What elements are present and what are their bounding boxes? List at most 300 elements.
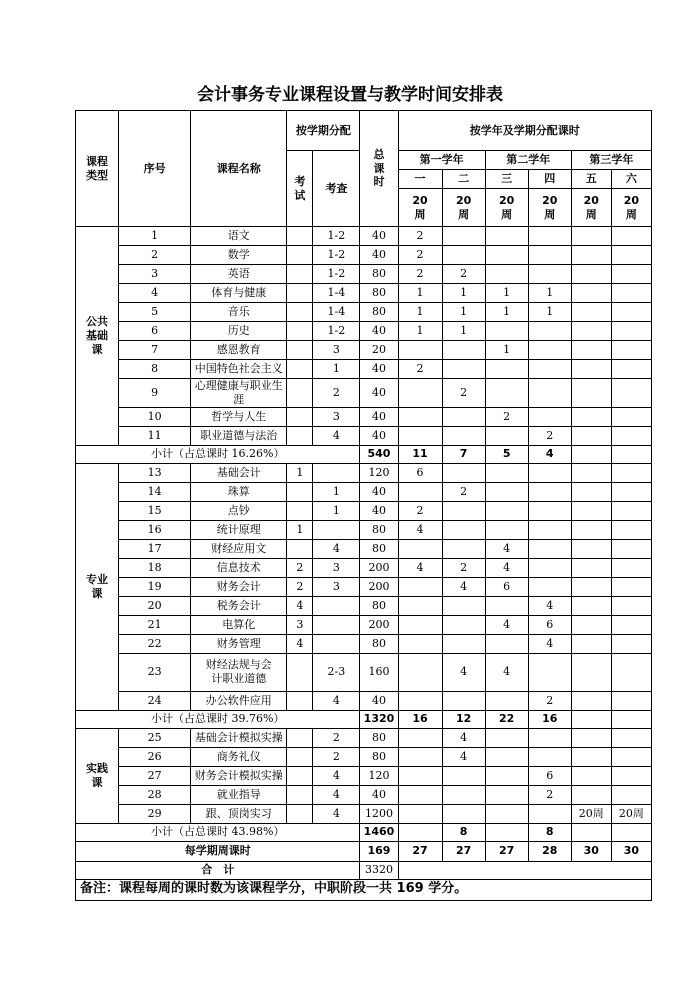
course-no: 9 bbox=[119, 379, 191, 408]
subtotal-term-1 bbox=[398, 823, 442, 841]
term-3-hours bbox=[485, 520, 528, 539]
course-no: 20 bbox=[119, 596, 191, 615]
table-row bbox=[76, 360, 652, 379]
course-check: 2-3 bbox=[313, 653, 360, 691]
course-total: 40 bbox=[360, 426, 398, 445]
course-total: 120 bbox=[360, 463, 398, 482]
subtotal-total: 540 bbox=[360, 445, 398, 463]
term-4-hours bbox=[528, 747, 571, 766]
course-exam bbox=[287, 482, 313, 501]
remark-note: 备注：课程每周的课时数为该课程学分，中职阶段一共 169 学分。 bbox=[76, 879, 652, 900]
header-course-name: 课程名称 bbox=[191, 111, 287, 227]
term-1-hours bbox=[398, 785, 442, 804]
table-row bbox=[76, 265, 652, 284]
term-2-hours: 1 bbox=[442, 303, 485, 322]
course-check: 1 bbox=[313, 360, 360, 379]
table-row bbox=[76, 379, 652, 408]
weekly-term-5: 30 bbox=[571, 841, 611, 861]
grand-total-label: 合 计 bbox=[76, 861, 360, 879]
course-exam: 2 bbox=[287, 558, 313, 577]
course-total: 1200 bbox=[360, 804, 398, 823]
course-check bbox=[313, 463, 360, 482]
page-title: 会计事务专业课程设置与教学时间安排表 bbox=[197, 85, 503, 105]
header-term-2: 二 bbox=[442, 170, 485, 189]
term-6-hours bbox=[611, 463, 651, 482]
term-2-hours: 2 bbox=[442, 379, 485, 408]
course-no: 29 bbox=[119, 804, 191, 823]
term-3-hours bbox=[485, 501, 528, 520]
table-row bbox=[76, 785, 652, 804]
term-5-hours bbox=[571, 360, 611, 379]
course-name: 财经应用文 bbox=[191, 539, 287, 558]
term-6-hours bbox=[611, 615, 651, 634]
term-4-hours bbox=[528, 501, 571, 520]
term-1-hours: 2 bbox=[398, 246, 442, 265]
course-name: 基础会计模拟实操 bbox=[191, 728, 287, 747]
header-weeks-6: 20周 bbox=[611, 189, 651, 227]
subtotal-term-2: 8 bbox=[442, 823, 485, 841]
term-2-hours bbox=[442, 520, 485, 539]
subtotal-term-1: 16 bbox=[398, 710, 442, 728]
term-2-hours bbox=[442, 426, 485, 445]
grand-total-row bbox=[76, 861, 652, 879]
course-name: 体育与健康 bbox=[191, 284, 287, 303]
term-5-hours bbox=[571, 520, 611, 539]
course-exam bbox=[287, 501, 313, 520]
term-1-hours bbox=[398, 747, 442, 766]
term-5-hours bbox=[571, 634, 611, 653]
course-check: 3 bbox=[313, 407, 360, 426]
header-seq: 序号 bbox=[119, 111, 191, 227]
term-3-hours: 1 bbox=[485, 284, 528, 303]
term-2-hours: 4 bbox=[442, 728, 485, 747]
term-6-hours bbox=[611, 653, 651, 691]
course-name: 信息技术 bbox=[191, 558, 287, 577]
term-5-hours bbox=[571, 596, 611, 615]
term-1-hours bbox=[398, 766, 442, 785]
term-1-hours: 2 bbox=[398, 227, 442, 246]
course-total: 80 bbox=[360, 265, 398, 284]
term-5-hours bbox=[571, 766, 611, 785]
grand-total-blank bbox=[398, 861, 651, 879]
course-check: 4 bbox=[313, 766, 360, 785]
course-exam bbox=[287, 539, 313, 558]
note-row bbox=[76, 879, 652, 900]
term-4-hours bbox=[528, 322, 571, 341]
term-5-hours bbox=[571, 341, 611, 360]
term-6-hours bbox=[611, 360, 651, 379]
course-total: 40 bbox=[360, 322, 398, 341]
course-name: 商务礼仪 bbox=[191, 747, 287, 766]
term-6-hours bbox=[611, 501, 651, 520]
header-term-1: 一 bbox=[398, 170, 442, 189]
term-5-hours bbox=[571, 558, 611, 577]
term-5-hours bbox=[571, 577, 611, 596]
course-name: 税务会计 bbox=[191, 596, 287, 615]
subtotal-term-5 bbox=[571, 445, 611, 463]
course-name: 心理健康与职业生涯 bbox=[191, 379, 287, 408]
term-5-hours bbox=[571, 615, 611, 634]
course-total: 40 bbox=[360, 246, 398, 265]
course-exam bbox=[287, 284, 313, 303]
course-name: 职业道德与法治 bbox=[191, 426, 287, 445]
term-1-hours: 4 bbox=[398, 520, 442, 539]
course-check: 1-4 bbox=[313, 284, 360, 303]
term-4-hours bbox=[528, 407, 571, 426]
term-3-hours bbox=[485, 426, 528, 445]
term-3-hours: 4 bbox=[485, 615, 528, 634]
term-1-hours bbox=[398, 341, 442, 360]
course-exam bbox=[287, 766, 313, 785]
header-weeks-2: 20周 bbox=[442, 189, 485, 227]
category-label: 实践课 bbox=[76, 728, 119, 823]
header-year-2: 第二学年 bbox=[485, 151, 571, 170]
term-1-hours bbox=[398, 615, 442, 634]
table-row bbox=[76, 691, 652, 710]
term-1-hours: 6 bbox=[398, 463, 442, 482]
course-exam: 3 bbox=[287, 615, 313, 634]
term-2-hours: 1 bbox=[442, 322, 485, 341]
course-name: 财务会计 bbox=[191, 577, 287, 596]
term-2-hours: 2 bbox=[442, 265, 485, 284]
term-2-hours bbox=[442, 766, 485, 785]
term-3-hours bbox=[485, 463, 528, 482]
term-4-hours bbox=[528, 804, 571, 823]
course-name: 电算化 bbox=[191, 615, 287, 634]
term-2-hours: 2 bbox=[442, 482, 485, 501]
course-exam: 1 bbox=[287, 520, 313, 539]
term-5-hours bbox=[571, 265, 611, 284]
course-total: 80 bbox=[360, 539, 398, 558]
term-1-hours: 1 bbox=[398, 322, 442, 341]
course-name: 基础会计 bbox=[191, 463, 287, 482]
subtotal-row bbox=[76, 445, 652, 463]
course-name: 办公软件应用 bbox=[191, 691, 287, 710]
term-5-hours bbox=[571, 303, 611, 322]
term-1-hours bbox=[398, 379, 442, 408]
term-2-hours: 1 bbox=[442, 284, 485, 303]
course-exam bbox=[287, 227, 313, 246]
term-3-hours bbox=[485, 766, 528, 785]
course-total: 200 bbox=[360, 558, 398, 577]
course-exam bbox=[287, 804, 313, 823]
term-4-hours: 6 bbox=[528, 766, 571, 785]
course-exam bbox=[287, 653, 313, 691]
course-name: 数学 bbox=[191, 246, 287, 265]
course-schedule-table bbox=[75, 110, 652, 901]
course-check: 1-2 bbox=[313, 227, 360, 246]
term-3-hours: 6 bbox=[485, 577, 528, 596]
term-6-hours bbox=[611, 407, 651, 426]
course-total: 40 bbox=[360, 482, 398, 501]
term-1-hours bbox=[398, 426, 442, 445]
category-label: 专业课 bbox=[76, 463, 119, 710]
term-6-hours bbox=[611, 747, 651, 766]
course-total: 20 bbox=[360, 341, 398, 360]
course-exam: 2 bbox=[287, 577, 313, 596]
course-check: 1-2 bbox=[313, 246, 360, 265]
course-exam bbox=[287, 379, 313, 408]
course-check: 2 bbox=[313, 728, 360, 747]
course-no: 7 bbox=[119, 341, 191, 360]
course-total: 40 bbox=[360, 227, 398, 246]
course-check: 1 bbox=[313, 482, 360, 501]
term-1-hours bbox=[398, 482, 442, 501]
term-2-hours bbox=[442, 785, 485, 804]
course-name: 语文 bbox=[191, 227, 287, 246]
term-2-hours bbox=[442, 691, 485, 710]
term-5-hours bbox=[571, 482, 611, 501]
table-row bbox=[76, 766, 652, 785]
term-4-hours bbox=[528, 728, 571, 747]
course-exam bbox=[287, 785, 313, 804]
course-total: 40 bbox=[360, 407, 398, 426]
term-3-hours bbox=[485, 691, 528, 710]
table-row bbox=[76, 653, 652, 691]
table-row bbox=[76, 596, 652, 615]
term-1-hours bbox=[398, 691, 442, 710]
course-exam bbox=[287, 246, 313, 265]
term-6-hours bbox=[611, 766, 651, 785]
subtotal-term-2: 7 bbox=[442, 445, 485, 463]
term-1-hours bbox=[398, 407, 442, 426]
course-name: 珠算 bbox=[191, 482, 287, 501]
subtotal-total: 1320 bbox=[360, 710, 398, 728]
term-3-hours bbox=[485, 482, 528, 501]
term-5-hours bbox=[571, 785, 611, 804]
weekly-term-2: 27 bbox=[442, 841, 485, 861]
course-name: 财经法规与会计职业道德 bbox=[191, 653, 287, 691]
course-no: 5 bbox=[119, 303, 191, 322]
table-row bbox=[76, 303, 652, 322]
term-5-hours bbox=[571, 322, 611, 341]
term-6-hours bbox=[611, 227, 651, 246]
subtotal-term-4: 4 bbox=[528, 445, 571, 463]
term-5-hours bbox=[571, 539, 611, 558]
term-4-hours: 1 bbox=[528, 284, 571, 303]
header-year-dist: 按学年及学期分配课时 bbox=[398, 111, 651, 151]
course-total: 80 bbox=[360, 520, 398, 539]
term-4-hours: 4 bbox=[528, 596, 571, 615]
course-total: 200 bbox=[360, 615, 398, 634]
term-2-hours bbox=[442, 501, 485, 520]
course-check: 1-2 bbox=[313, 265, 360, 284]
weekly-term-6: 30 bbox=[611, 841, 651, 861]
course-name: 历史 bbox=[191, 322, 287, 341]
subtotal-label: 小计（占总课时 16.26%） bbox=[76, 445, 360, 463]
header-course-type: 课程类型 bbox=[76, 111, 119, 227]
term-5-hours bbox=[571, 246, 611, 265]
term-3-hours bbox=[485, 728, 528, 747]
subtotal-term-6 bbox=[611, 823, 651, 841]
term-4-hours bbox=[528, 520, 571, 539]
weekly-total: 169 bbox=[360, 841, 398, 861]
term-6-hours bbox=[611, 482, 651, 501]
course-name: 哲学与人生 bbox=[191, 407, 287, 426]
term-2-hours bbox=[442, 615, 485, 634]
course-no: 28 bbox=[119, 785, 191, 804]
term-3-hours bbox=[485, 596, 528, 615]
course-no: 3 bbox=[119, 265, 191, 284]
term-3-hours bbox=[485, 379, 528, 408]
course-name: 中国特色社会主义 bbox=[191, 360, 287, 379]
course-check bbox=[313, 615, 360, 634]
header-weeks-1: 20周 bbox=[398, 189, 442, 227]
course-total: 80 bbox=[360, 728, 398, 747]
course-name: 就业指导 bbox=[191, 785, 287, 804]
subtotal-row bbox=[76, 710, 652, 728]
term-5-hours bbox=[571, 728, 611, 747]
term-5-hours bbox=[571, 426, 611, 445]
subtotal-term-4: 16 bbox=[528, 710, 571, 728]
course-no: 11 bbox=[119, 426, 191, 445]
term-6-hours bbox=[611, 558, 651, 577]
course-exam bbox=[287, 322, 313, 341]
term-4-hours bbox=[528, 539, 571, 558]
term-1-hours: 4 bbox=[398, 558, 442, 577]
term-3-hours bbox=[485, 804, 528, 823]
subtotal-term-1: 11 bbox=[398, 445, 442, 463]
header-check: 考查 bbox=[313, 151, 360, 227]
term-3-hours bbox=[485, 322, 528, 341]
term-6-hours bbox=[611, 520, 651, 539]
term-2-hours: 4 bbox=[442, 577, 485, 596]
subtotal-term-3 bbox=[485, 823, 528, 841]
term-4-hours: 2 bbox=[528, 785, 571, 804]
subtotal-term-3: 5 bbox=[485, 445, 528, 463]
table-row bbox=[76, 284, 652, 303]
term-2-hours bbox=[442, 804, 485, 823]
term-4-hours: 6 bbox=[528, 615, 571, 634]
term-6-hours bbox=[611, 634, 651, 653]
course-check: 3 bbox=[313, 558, 360, 577]
term-3-hours: 1 bbox=[485, 341, 528, 360]
course-check: 1-4 bbox=[313, 303, 360, 322]
term-6-hours bbox=[611, 728, 651, 747]
term-3-hours bbox=[485, 360, 528, 379]
term-1-hours bbox=[398, 577, 442, 596]
table-row bbox=[76, 482, 652, 501]
term-2-hours: 2 bbox=[442, 558, 485, 577]
term-5-hours bbox=[571, 463, 611, 482]
subtotal-label: 小计（占总课时 39.76%） bbox=[76, 710, 360, 728]
course-check: 4 bbox=[313, 691, 360, 710]
grand-total-value: 3320 bbox=[360, 861, 398, 879]
term-1-hours bbox=[398, 804, 442, 823]
term-4-hours: 2 bbox=[528, 426, 571, 445]
course-no: 22 bbox=[119, 634, 191, 653]
term-6-hours bbox=[611, 691, 651, 710]
header-exam: 考试 bbox=[287, 151, 313, 227]
term-6-hours bbox=[611, 303, 651, 322]
course-check: 3 bbox=[313, 577, 360, 596]
header-term-6: 六 bbox=[611, 170, 651, 189]
course-no: 2 bbox=[119, 246, 191, 265]
term-4-hours bbox=[528, 360, 571, 379]
course-no: 24 bbox=[119, 691, 191, 710]
term-5-hours bbox=[571, 653, 611, 691]
term-4-hours: 1 bbox=[528, 303, 571, 322]
term-4-hours: 2 bbox=[528, 691, 571, 710]
course-total: 80 bbox=[360, 634, 398, 653]
weekly-label: 每学期周课时 bbox=[76, 841, 360, 861]
subtotal-total: 1460 bbox=[360, 823, 398, 841]
table-row bbox=[76, 322, 652, 341]
course-exam: 4 bbox=[287, 596, 313, 615]
subtotal-label: 小计（占总课时 43.98%） bbox=[76, 823, 360, 841]
term-2-hours bbox=[442, 596, 485, 615]
term-6-hours bbox=[611, 577, 651, 596]
term-6-hours bbox=[611, 596, 651, 615]
course-no: 14 bbox=[119, 482, 191, 501]
course-check bbox=[313, 634, 360, 653]
table-row bbox=[76, 728, 652, 747]
term-6-hours: 20周 bbox=[611, 804, 651, 823]
term-1-hours: 2 bbox=[398, 501, 442, 520]
term-5-hours bbox=[571, 407, 611, 426]
course-exam bbox=[287, 691, 313, 710]
term-6-hours bbox=[611, 379, 651, 408]
course-total: 80 bbox=[360, 747, 398, 766]
weekly-term-1: 27 bbox=[398, 841, 442, 861]
term-4-hours bbox=[528, 482, 571, 501]
term-4-hours bbox=[528, 265, 571, 284]
course-no: 21 bbox=[119, 615, 191, 634]
term-4-hours: 4 bbox=[528, 634, 571, 653]
course-no: 4 bbox=[119, 284, 191, 303]
course-exam: 4 bbox=[287, 634, 313, 653]
term-4-hours bbox=[528, 379, 571, 408]
weekly-hours-row bbox=[76, 841, 652, 861]
course-check: 4 bbox=[313, 426, 360, 445]
table-row bbox=[76, 577, 652, 596]
course-exam bbox=[287, 265, 313, 284]
term-4-hours bbox=[528, 463, 571, 482]
course-exam bbox=[287, 426, 313, 445]
term-5-hours bbox=[571, 501, 611, 520]
term-3-hours bbox=[485, 265, 528, 284]
term-3-hours: 1 bbox=[485, 303, 528, 322]
term-1-hours bbox=[398, 539, 442, 558]
weekly-term-4: 28 bbox=[528, 841, 571, 861]
table-row bbox=[76, 407, 652, 426]
course-no: 10 bbox=[119, 407, 191, 426]
header-year-1: 第一学年 bbox=[398, 151, 485, 170]
course-no: 23 bbox=[119, 653, 191, 691]
term-1-hours bbox=[398, 653, 442, 691]
subtotal-term-5 bbox=[571, 823, 611, 841]
course-name: 感恩教育 bbox=[191, 341, 287, 360]
course-exam bbox=[287, 360, 313, 379]
course-name: 财务管理 bbox=[191, 634, 287, 653]
table-row bbox=[76, 227, 652, 246]
table-row bbox=[76, 634, 652, 653]
term-2-hours bbox=[442, 360, 485, 379]
term-1-hours: 1 bbox=[398, 303, 442, 322]
course-check bbox=[313, 520, 360, 539]
term-3-hours: 4 bbox=[485, 558, 528, 577]
course-exam bbox=[287, 747, 313, 766]
course-exam bbox=[287, 728, 313, 747]
course-name: 统计原理 bbox=[191, 520, 287, 539]
term-6-hours bbox=[611, 322, 651, 341]
table-row bbox=[76, 520, 652, 539]
table-row bbox=[76, 426, 652, 445]
term-3-hours bbox=[485, 634, 528, 653]
term-2-hours: 4 bbox=[442, 747, 485, 766]
course-total: 40 bbox=[360, 691, 398, 710]
term-3-hours: 4 bbox=[485, 653, 528, 691]
